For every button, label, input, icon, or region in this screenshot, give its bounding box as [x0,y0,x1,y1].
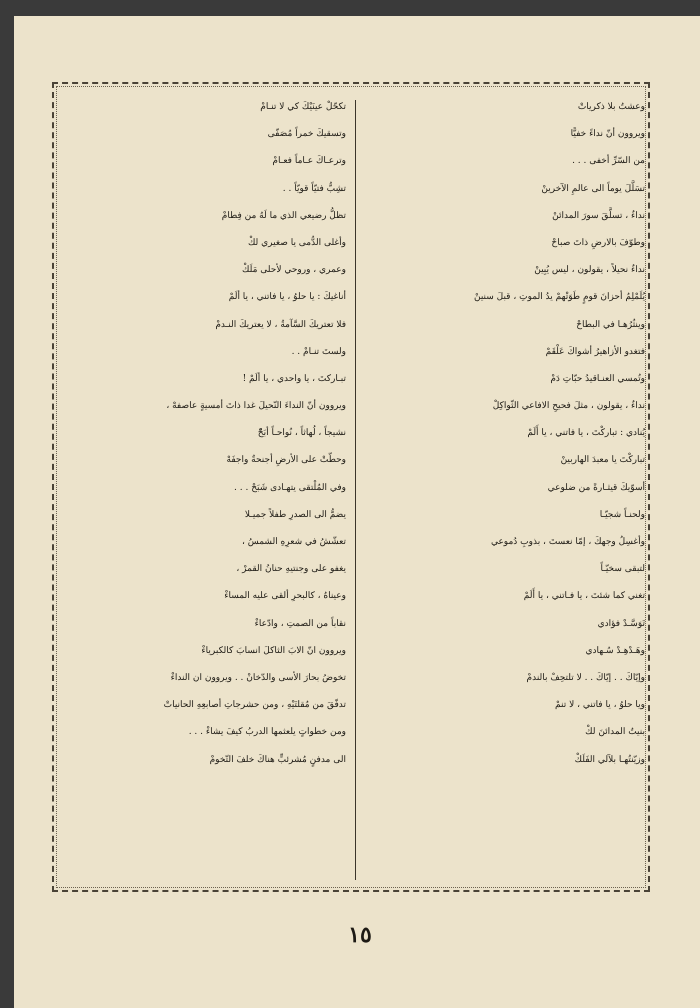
poem-line: ويا حلوُ ، يا فاتني ، لا تنمْ [555,700,645,711]
poem-line: تخوضُ بحارَ الأسى والدّخانْ . . ويروون ان النداءْ [170,672,346,683]
poem-line: وتسقيكَ خمراً مُصَفّى [267,129,346,140]
poem-line: بنيتُ المدائنَ لكْ [585,727,645,738]
poem-line: وأغلى الدُّمى يا صغيري لكْ [247,237,346,248]
poem-line: تَوَسَّـدْ فؤادي [597,618,645,629]
poem-line: يُلَمْلِمُ أحزانَ قومٍ طَوَتْهمْ يدُ الموتِ ، قبلَ سنينْ [473,292,645,303]
poem-line: تعشّشُ في شعرِهِ الشمسُ ، [241,537,346,547]
poem-line: نقاباً من الصمتِ ، وادّعاءْ [254,618,346,629]
poem-line: ولستَ تنـامْ . . [291,346,346,357]
poem-line: تشِبُّ فتيّاً قويّاً . . [282,183,346,194]
poem-line: تباركْتَ يا معبدَ الهاربينْ [560,455,645,466]
poem-line: يُنادي : تباركْتَ ، يا فاتني ، يا أَلَمْ [527,428,645,439]
poem-line: وإيّاكَ . . إيّاكَ . . لا تلتحِفْ بالندمْ [526,672,645,683]
poem-line: وأغسِلُ وجهكَ ، إمّا نعستَ ، بذوبِ دُموعي [490,537,645,547]
poem-line: وحطّتْ على الأرضِ أجنحةٌ واجفَهْ [226,455,346,466]
poem-line: ومن خطواتٍ يلعثمها الدربُ كيفَ يشاءْ . . . [188,727,346,738]
poem-line: وعيناهُ ، كالبحرِ ألقى عليه المساءْ [224,591,346,602]
poem-line: وهَـدْهِـدْ سُـهادي [585,645,645,656]
poem-line: ويروون أنّ النداءَ النّحيلَ غدا ذاتَ أمسيةٍ عاصفهْ ، [166,401,346,412]
column-divider [355,100,356,880]
poem-line: تكحّلْ عينَيْكَ كي لا تنـامْ [260,102,346,112]
poem-line: نداءٌ نحيلاً ، يقولون ، ليس يُبِينْ [534,265,645,276]
poem-line: وعشتُ بلا ذكرياتْ [577,102,645,112]
poem-line: الى مدفنٍ مُشرئبٍّ هناكَ خلفَ التّخومْ [209,754,346,765]
poem-line: تظلُّ رضيعي الذي ما لَهُ من فِطامْ [221,210,346,221]
poem-line: أسوّيكَ قيثـارةً من ضلوعي [547,482,645,493]
poem-line: تبـاركتَ ، يا واحدي ، يا ألَمْ ! [242,373,346,384]
poem-line: وطوّفَ بالارضِ ذاتَ صباحْ [551,237,645,248]
poem-line: وترعـاكَ عـاماً فعـامْ [272,156,346,167]
poem-right-column [365,94,647,774]
poem-line: ولحنـاً شجيّـا [599,509,645,520]
poem-line: تدفّقَ من مُقلتَيْهِ ، ومن حشرجاتِ أصابعِهِ الحانياتْ [163,700,346,711]
poem-line: نداءٌ ، يقولون ، مثلَ فحيحِ الافاعي الثّواكِلْ [492,401,645,412]
poem-line: وزيّنتُهـا بلآلي الفَلَكْ [574,754,645,765]
poem-line: أناغيكَ : يا حلوُ ، يا فاتني ، يا ألَمْ [228,292,346,303]
poem-line: وينثُرُهـا في البطاحْ [576,319,645,330]
poem-left-column [62,94,348,774]
poem-line: وتُمسي العنـاقيدُ حبّاتِ دَمْ [550,373,645,384]
poem-line: فلا تعتريكَ السَّآمةُ ، لا يعتريكَ النـدمْ [215,319,346,330]
poem-line: ويروون انّ الابَ الثاكلَ انسابَ كالكبرياءْ [201,645,346,656]
poem-line: نشيجاً ، لُهاثاً ، نُواحـاً أبَحّْ [257,428,346,439]
poem-line: وعمري ، وروحي لأحلى مَلَكْ [242,265,346,276]
poem-line: من السّرِّ أخفى . . . [572,156,645,167]
poem-line: لتبقى سخيّـاً [600,564,645,575]
poem-line: نداءٌ ، تسلَّقَ سورَ المدائنْ [552,210,645,221]
poem-line: يضمُّ الى الصدرِ طفلاً جميـلا [244,509,346,520]
poem-line: تسَلَّلَ يوماً الى عالمِ الآخرينْ [541,183,645,194]
page-number: ١٥ [348,922,372,948]
poem-line: وفي المُلْتقى يتهـادى شَبَحْ . . . [234,482,346,493]
poem-line: فتغدو الأزاهيرُ أشواكَ عَلْقَمْ [545,346,645,357]
poem-line: يغفو على وجنتيهِ حنانُ القمرْ ، [236,564,346,575]
poem-line: ويروون أنّ نداءً خفيًّا [570,129,645,140]
poem-line: تغني كما شئتَ ، يا فـاتني ، يا أَلَمْ [523,591,645,602]
